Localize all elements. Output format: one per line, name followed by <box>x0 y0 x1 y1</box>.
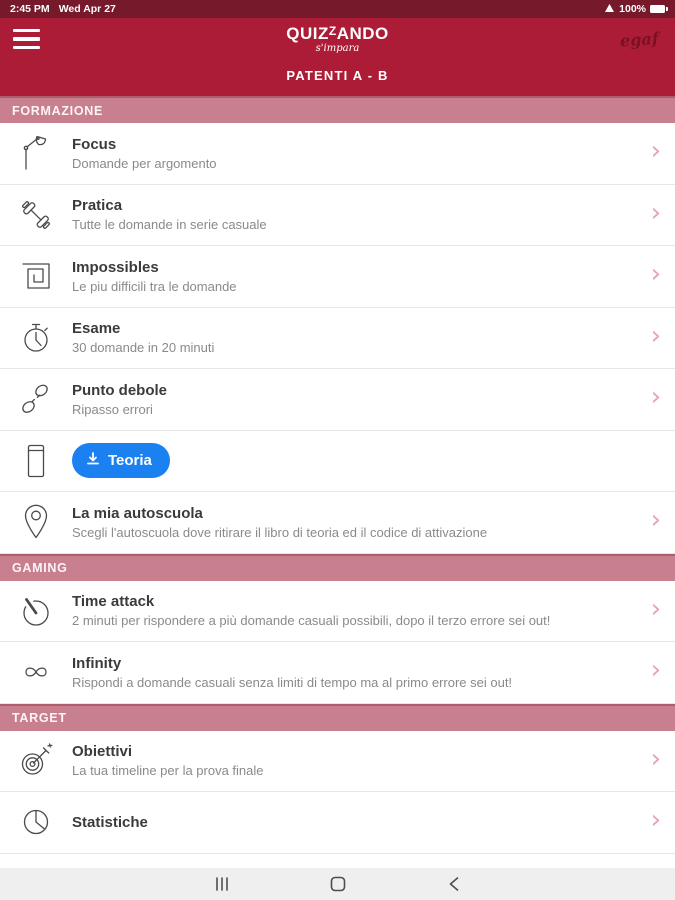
chevron-right-icon: › <box>650 259 661 290</box>
app-logo <box>0 25 675 54</box>
stopwatch-icon <box>12 318 60 358</box>
map-pin-icon <box>12 502 60 542</box>
item-subtitle: Ripasso errori <box>72 401 153 417</box>
chevron-right-icon: › <box>650 743 661 774</box>
pie-chart-icon <box>12 802 60 842</box>
wifi-icon <box>604 3 615 16</box>
item-subtitle: Domande per argomento <box>72 155 217 171</box>
app-header <box>0 18 675 96</box>
item-subtitle: 2 minuti per rispondere a più domande casuali possibili, dopo il terzo errore sei out! <box>72 613 551 629</box>
back-button[interactable] <box>439 874 469 894</box>
status-date: Wed Apr 27 <box>58 3 116 15</box>
chevron-right-icon: › <box>650 805 661 836</box>
chevron-right-icon: › <box>650 136 661 167</box>
android-nav-bar <box>0 868 675 900</box>
section-header-target <box>0 704 675 731</box>
home-button[interactable] <box>323 874 353 894</box>
maze-icon <box>12 256 60 296</box>
list-item-punto-debole[interactable] <box>0 369 675 431</box>
item-subtitle: Tutte le domande in serie casuale <box>72 217 267 233</box>
chevron-right-icon: › <box>650 593 661 624</box>
item-subtitle: Rispondi a domande casuali senza limiti di tempo ma al primo errore sei out! <box>72 674 513 690</box>
list-item-infinity[interactable] <box>0 642 675 704</box>
list-item-esame[interactable] <box>0 308 675 370</box>
list-item-impossibles[interactable] <box>0 246 675 308</box>
item-subtitle: Scegli l'autoscuola dove ritirare il libro di teoria ed il codice di attivazione <box>72 524 488 540</box>
egaf-logo: egaf <box>619 28 660 51</box>
battery-icon <box>650 5 665 13</box>
item-title: Obiettivi <box>72 743 133 761</box>
logo-text-part1: QUIZ <box>286 24 329 43</box>
list-item-statistiche[interactable] <box>0 792 675 854</box>
item-title: Infinity <box>72 654 122 672</box>
book-icon <box>12 441 60 481</box>
broken-chain-icon <box>12 379 60 419</box>
section-label: TARGET <box>12 711 67 725</box>
dumbbell-icon <box>12 195 60 235</box>
chevron-right-icon: › <box>650 505 661 536</box>
list-item-teoria <box>0 431 675 493</box>
section-header-formazione <box>0 96 675 123</box>
chevron-right-icon: › <box>650 382 661 413</box>
item-title: Pratica <box>72 197 123 215</box>
list-item-focus[interactable] <box>0 123 675 185</box>
item-title: Focus <box>72 135 117 153</box>
infinity-icon <box>12 652 60 692</box>
logo-text-sup: Z <box>328 24 337 38</box>
desk-lamp-icon <box>12 133 60 173</box>
list-item-pratica[interactable] <box>0 185 675 247</box>
section-header-gaming <box>0 554 675 581</box>
logo-text-part2: ANDO <box>336 24 389 43</box>
dartboard-arrow-icon <box>12 741 60 781</box>
teoria-button-label: Teoria <box>108 452 152 470</box>
section-label: FORMAZIONE <box>12 103 104 118</box>
chevron-right-icon: › <box>650 655 661 686</box>
item-title: Statistiche <box>72 813 148 831</box>
logo-tagline: s'impara <box>315 43 360 54</box>
list-item-time-attack[interactable] <box>0 581 675 643</box>
section-label: GAMING <box>12 561 68 575</box>
status-bar <box>0 0 675 18</box>
chevron-right-icon: › <box>650 197 661 228</box>
item-subtitle: 30 domande in 20 minuti <box>72 340 215 356</box>
page-title: PATENTI A - B <box>286 68 389 83</box>
chevron-right-icon: › <box>650 320 661 351</box>
list-item-obiettivi[interactable] <box>0 731 675 793</box>
item-subtitle: Le piu difficili tra le domande <box>72 278 237 294</box>
item-title: Time attack <box>72 593 155 611</box>
list-item-la-mia-autoscuola[interactable] <box>0 492 675 554</box>
recent-apps-button[interactable] <box>207 874 237 894</box>
timer-icon <box>12 591 60 631</box>
item-title: La mia autoscuola <box>72 504 203 522</box>
item-title: Impossibles <box>72 258 159 276</box>
item-title: Punto debole <box>72 381 167 399</box>
status-time: 2:45 PM <box>10 3 50 15</box>
item-subtitle: La tua timeline per la prova finale <box>72 763 264 779</box>
download-icon <box>85 451 101 471</box>
teoria-download-button[interactable] <box>72 443 170 478</box>
item-title: Esame <box>72 320 121 338</box>
battery-percent: 100% <box>619 3 646 15</box>
